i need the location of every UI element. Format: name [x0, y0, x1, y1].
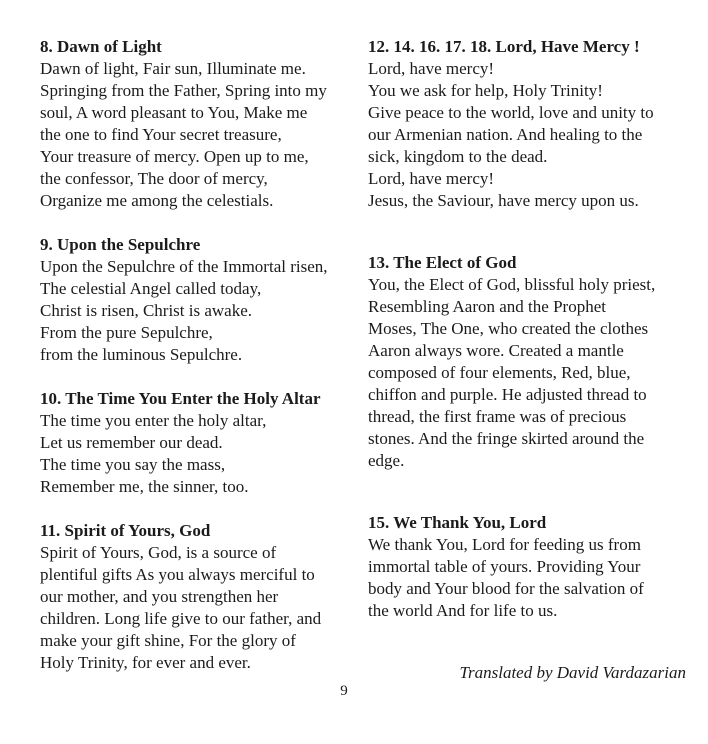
- song-heading: 10. The Time You Enter the Holy Altar: [40, 389, 321, 408]
- song-line: Resembling Aaron and the Prophet: [368, 297, 606, 316]
- song-line: From the pure Sepulchre,: [40, 323, 213, 342]
- song-line: Your treasure of mercy. Open up to me,: [40, 147, 309, 166]
- song-heading: 8. Dawn of Light: [40, 37, 162, 56]
- song-line: Jesus, the Saviour, have mercy upon us.: [368, 191, 639, 210]
- song-line: Spirit of Yours, God, is a source of: [40, 543, 277, 562]
- right-column: [368, 36, 686, 684]
- song-section: [40, 520, 362, 674]
- song-heading: 11. Spirit of Yours, God: [40, 521, 211, 540]
- song-line: The time you enter the holy altar,: [40, 411, 267, 430]
- song-line: immortal table of yours. Providing Your: [368, 557, 641, 576]
- song-line: body and Your blood for the salvation of: [368, 579, 644, 598]
- song-section: [40, 388, 362, 498]
- song-line: from the luminous Sepulchre.: [40, 345, 243, 364]
- song-line: edge.: [368, 451, 405, 470]
- song-line: Christ is risen, Christ is awake.: [40, 301, 253, 320]
- song-heading: 15. We Thank You, Lord: [368, 513, 547, 532]
- song-line: You we ask for help, Holy Trinity!: [368, 81, 603, 100]
- song-line: Lord, have mercy!: [368, 59, 495, 78]
- song-line: our mother, and you strengthen her: [40, 587, 279, 606]
- song-section: [368, 512, 686, 622]
- left-column: [40, 36, 362, 696]
- right-column-sections: [368, 36, 686, 622]
- translator-credit: Translated by David Vardazarian: [459, 663, 686, 682]
- song-line: Springing from the Father, Spring into my: [40, 81, 327, 100]
- song-line: Organize me among the celestials.: [40, 191, 274, 210]
- song-line: stones. And the fringe skirted around the: [368, 429, 645, 448]
- song-line: You, the Elect of God, blissful holy priest,: [368, 275, 656, 294]
- song-line: soul, A word pleasant to You, Make me: [40, 103, 308, 122]
- song-line: Dawn of light, Fair sun, Illuminate me.: [40, 59, 306, 78]
- song-section: [368, 252, 686, 472]
- song-section: [40, 234, 362, 366]
- song-line: plentiful gifts As you always merciful to: [40, 565, 315, 584]
- song-line: children. Long life give to our father, and: [40, 609, 322, 628]
- song-line: Give peace to the world, love and unity to: [368, 103, 654, 122]
- song-heading: 9. Upon the Sepulchre: [40, 235, 201, 254]
- song-section: [40, 36, 362, 212]
- song-section: [368, 36, 686, 212]
- song-line: sick, kingdom to the dead.: [368, 147, 548, 166]
- song-line: Moses, The One, who created the clothes: [368, 319, 649, 338]
- song-line: chiffon and purple. He adjusted thread to: [368, 385, 647, 404]
- page-number: 9: [340, 683, 348, 699]
- song-line: the confessor, The door of mercy,: [40, 169, 268, 188]
- song-line: Lord, have mercy!: [368, 169, 495, 188]
- song-line: We thank You, Lord for feeding us from: [368, 535, 641, 554]
- song-line: our Armenian nation. And healing to the: [368, 125, 643, 144]
- song-line: Aaron always wore. Created a mantle: [368, 341, 624, 360]
- song-line: the world And for life to us.: [368, 601, 558, 620]
- song-line: the one to find Your secret treasure,: [40, 125, 282, 144]
- song-line: Remember me, the sinner, too.: [40, 477, 249, 496]
- song-line: The celestial Angel called today,: [40, 279, 262, 298]
- song-line: Holy Trinity, for ever and ever.: [40, 653, 251, 672]
- song-line: Upon the Sepulchre of the Immortal risen,: [40, 257, 328, 276]
- song-line: Let us remember our dead.: [40, 433, 223, 452]
- song-line: The time you say the mass,: [40, 455, 226, 474]
- song-line: composed of four elements, Red, blue,: [368, 363, 631, 382]
- song-heading: 12. 14. 16. 17. 18. Lord, Have Mercy !: [368, 37, 640, 56]
- song-line: thread, the first frame was of precious: [368, 407, 627, 426]
- song-heading: 13. The Elect of God: [368, 253, 517, 272]
- song-line: make your gift shine, For the glory of: [40, 631, 296, 650]
